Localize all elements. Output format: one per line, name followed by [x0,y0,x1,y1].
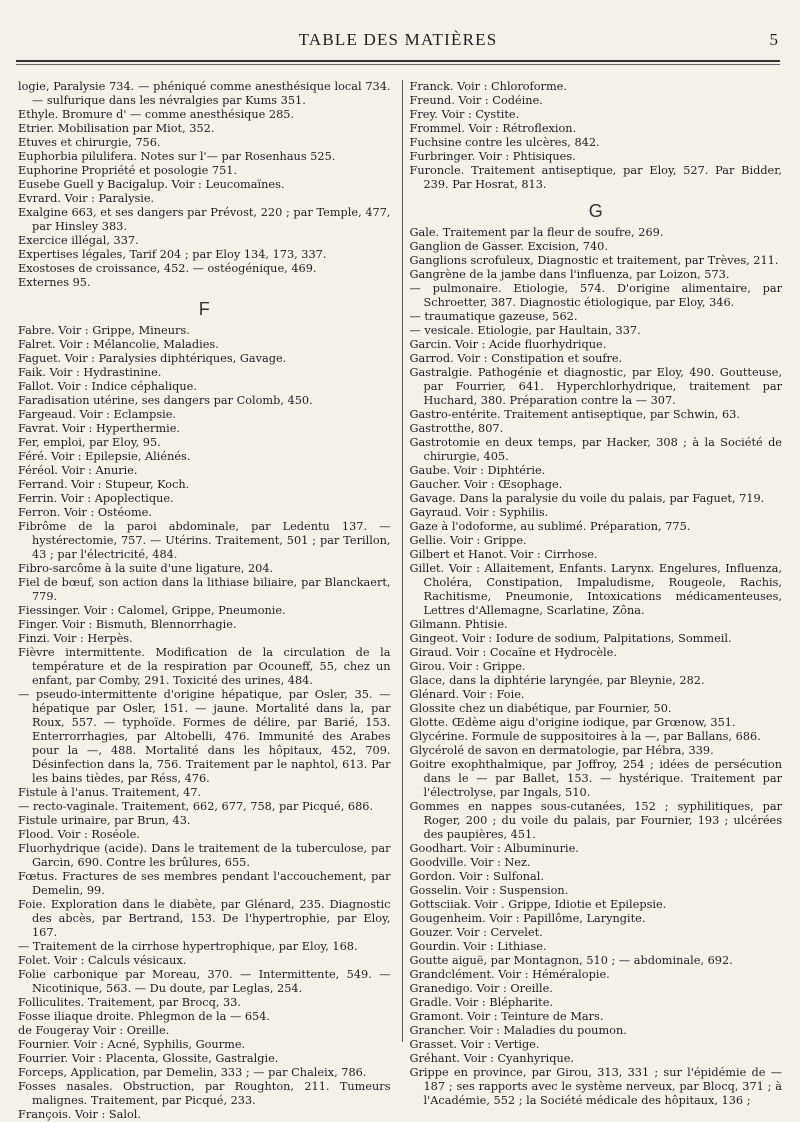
index-entry: Externes 95. [18,276,91,289]
index-entry: Etrier. Mobilisation par Miot, 352. [18,122,215,135]
index-entry: Fallot. Voir : Indice céphalique. [18,380,197,393]
index-entry: Gréhant. Voir : Cyanhyrique. [409,1052,575,1065]
index-entry: Frey. Voir : Cystite. [409,108,520,121]
index-entry: — traumatique gazeuse, 562. [409,310,578,323]
index-entry: Gale. Traitement par la fleur de soufre, 269. [409,226,664,239]
index-entry: Fluorhydrique (acide). Dans le traitement de la tuberculose, par Garcin, 690. Contre les brûlures, 655. [18,842,391,869]
index-entry: Folie carbonique par Moreau, 370. — Intermittente, 549. — Nicotinique, 563. — Du doute, par Leglas, 254. [18,968,391,995]
index-entry: — pseudo-intermittente d'origine hépatique, par Osler, 35. — hépatique par Osler, 151. — jaune. Mortalité dans la, par Roux, 557. — typhoïde. Formes de délire, par Barié, 153. Enterrorrhagies, par Altobelli, 476. Immunité des Arabes pour la —, 488. Mortalité dans les hôpitaux, 452, 709. Désinfection dans la, 756. Traitement par le naphtol, 613. Par les bains tièdes, par Réss, 476. [18,688,391,785]
index-entry: Ferron. Voir : Ostéome. [18,506,152,519]
index-entry: Ethyle. Bromure d' — comme anesthésique 285. [18,108,295,121]
index-entry: Goitre exophthalmique, par Joffroy, 254 ; idées de persécution dans le — par Ballet, 153. — hystérique. Traitement par l'électrolyse, par Ingals, 510. [409,758,782,799]
index-entry: Exercice illégal, 337. [18,234,139,247]
index-entry: Fiessinger. Voir : Calomel, Grippe, Pneumonie. [18,604,286,617]
section-letter: F [198,299,210,319]
index-entry: Gayraud. Voir : Syphilis. [409,506,549,519]
index-entry: Fiel de bœuf, son action dans la lithiase biliaire, par Blanckaert, 779. [18,576,391,603]
index-entry: Furoncle. Traitement antiseptique, par Eloy, 527. Par Bidder, 239. Par Hosrat, 813. [409,164,782,191]
page-number: 5 [769,30,778,49]
index-entry: Faguet. Voir : Paralysies diphtériques, Gavage. [18,352,287,365]
index-entry: Goodhart. Voir : Albuminurie. [409,842,579,855]
index-entry: Ganglion de Gasser. Excision, 740. [409,240,608,253]
running-header [18,26,778,54]
section-letter: G [588,201,603,221]
index-entry: Gavage. Dans la paralysie du voile du palais, par Faguet, 719. [409,492,765,505]
index-entry: Gilbert et Hanot. Voir : Cirrhose. [409,548,598,561]
index-entry: Glace, dans la diphtérie laryngée, par Bleynie, 282. [409,674,705,687]
index-entry: Goodville. Voir : Nez. [409,856,531,869]
index-entry: Foie. Exploration dans le diabète, par Glénard, 235. Diagnostic des abcès, par Bertrand, 153. De l'hypertrophie, par Eloy, 167. [18,898,391,939]
index-entry: Gommes en nappes sous-cutanées, 152 ; syphilitiques, par Roger, 200 ; du voile du palais, par Fournier, 193 ; ulcérées des paupières, 451. [409,800,782,841]
index-entry: Glycérolé de savon en dermatologie, par Hébra, 339. [409,744,714,757]
index-entry: Fosse iliaque droite. Phlegmon de la — 654. [18,1010,270,1023]
index-entry: de Fougeray Voir : Oreille. [18,1024,170,1037]
index-entry: logie, Paralysie 734. — phéniqué comme anesthésique local 734. — sulfurique dans les névralgies par Kums 351. [18,80,391,107]
index-entry: Freund. Voir : Codéine. [409,94,543,107]
index-entry: Gastralgie. Pathogénie et diagnostic, par Eloy, 490. Goutteuse, par Fourrier, 641. Hyperchlorhydrique, traitement par Huchard, 380. Préparation contre la — 307. [409,366,782,407]
index-entry: Grippe en province, par Girou, 313, 331 ; sur l'épidémie de — 187 ; ses rapports avec le système nerveux, par Blocq, 371 ; à l'Académie, 552 ; la Société médicale des hôpitaux, 136 ; [409,1066,782,1107]
index-entry: Franck. Voir : Chloroforme. [409,80,567,93]
index-entry: Etuves et chirurgie, 756. [18,136,161,149]
index-entry: Glénard. Voir : Foie. [409,688,525,701]
index-entry: — recto-vaginale. Traitement, 662, 677, 758, par Picqué, 686. [18,800,374,813]
index-entry: Gaube. Voir : Diphtérie. [409,464,546,477]
index-entry: Folliculites. Traitement, par Brocq, 33. [18,996,241,1009]
header-rule-thin [16,64,780,65]
index-entry: — pulmonaire. Etiologie, 574. D'origine alimentaire, par Schroetter, 387. Diagnostic étiologique, par Eloy, 346. [409,282,782,309]
index-entry: Gradle. Voir : Blépharite. [409,996,553,1009]
index-entry: Fournier. Voir : Acné, Syphilis, Gourme. [18,1038,246,1051]
index-entry: Garcin. Voir : Acide fluorhydrique. [409,338,607,351]
index-entry: Gastro-entérite. Traitement antiseptique, par Schwin, 63. [409,408,740,421]
index-entry: Glycérine. Formule de suppositoires à la —, par Ballans, 686. [409,730,761,743]
index-entry: Fuchsine contre les ulcères, 842. [409,136,600,149]
index-entry: Fistule urinaire, par Brun, 43. [18,814,191,827]
index-entry: Fabre. Voir : Grippe, Mineurs. [18,324,190,337]
index-entry: Garrod. Voir : Constipation et soufre. [409,352,623,365]
index-entry: Evrard. Voir : Paralysie. [18,192,155,205]
index-entry: Faik. Voir : Hydrastinine. [18,366,162,379]
index-entry: Glotte. Œdème aigu d'origine iodique, par Grœnow, 351. [409,716,736,729]
index-columns [18,80,782,1121]
index-entry: Gosselin. Voir : Suspension. [409,884,569,897]
index-entry: Fibrôme de la paroi abdominale, par Ledentu 137. — hystérectomie, 757. — Utérins. Traitement, 501 ; par Terillon, 43 ; par l'électricité, 484. [18,520,391,561]
index-entry: Forceps, Application, par Demelin, 333 ; — par Chaleix, 786. [18,1066,367,1079]
index-entry: Eusebe Guell y Bacigalup. Voir : Leucomaïnes. [18,178,285,191]
index-entry: Fœtus. Fractures de ses membres pendant l'accouchement, par Demelin, 99. [18,870,391,897]
index-entry: Fosses nasales. Obstruction, par Roughton, 211. Tumeurs malignes. Traitement, par Picqué, 233. [18,1080,391,1107]
index-entry: Fer, emploi, par Eloy, 95. [18,436,161,449]
index-entry: Giraud. Voir : Cocaïne et Hydrocèle. [409,646,617,659]
index-entry: Gourdin. Voir : Lithiase. [409,940,547,953]
index-entry: Finzi. Voir : Herpès. [18,632,133,645]
index-entry: Ganglions scrofuleux, Diagnostic et traitement, par Trèves, 211. [409,254,779,267]
index-entry: — vesicale. Etiologie, par Haultain, 337. [409,324,641,337]
index-entry: Gangrène de la jambe dans l'influenza, par Loizon, 573. [409,268,730,281]
index-entry: Fièvre intermittente. Modification de la circulation de la température et de la respiration par Ocouneff, 55, chez un enfant, par Comby, 291. Toxicité des urines, 484. [18,646,391,687]
index-entry: Gottsciiak. Voir . Grippe, Idiotie et Epilepsie. [409,898,667,911]
index-entry: Gougenheim. Voir : Papillôme, Laryngite. [409,912,646,925]
index-entry: Gaucher. Voir : Œsophage. [409,478,563,491]
index-entry: Granedigo. Voir : Oreille. [409,982,553,995]
index-entry: Fourrier. Voir : Placenta, Glossite, Gastralgie. [18,1052,279,1065]
index-entry: Grandclément. Voir : Héméralopie. [409,968,610,981]
index-entry: Féréol. Voir : Anurie. [18,464,138,477]
index-entry: Girou. Voir : Grippe. [409,660,526,673]
index-entry: Gastrotthe, 807. [409,422,504,435]
page-title: TABLE DES MATIÈRES [298,30,498,49]
index-entry: Frommel. Voir : Rétroflexion. [409,122,577,135]
index-entry: François. Voir : Salol. [18,1108,141,1121]
index-entry: Gillet. Voir : Allaitement, Enfants. Larynx. Engelures, Influenza, Choléra, Constipation, Impaludisme, Rougeole, Rachis, Rachitisme, Pneumonie, Intoxications médicamenteuses, Lettres d'Allemagne, Scarlatine, Zôna. [409,562,782,617]
index-entry: Féré. Voir : Epilepsie, Aliénés. [18,450,191,463]
index-entry: Gaze à l'odoforme, au sublimé. Préparation, 775. [409,520,691,533]
left-column [18,80,397,1121]
index-entry: Gilmann. Phtisie. [409,618,508,631]
index-entry: Gingeot. Voir : Iodure de sodium, Palpitations, Sommeil. [409,632,732,645]
index-entry: Exostoses de croissance, 452. — ostéogénique, 469. [18,262,317,275]
index-entry: Falret. Voir : Mélancolie, Maladies. [18,338,219,351]
index-entry: Gouzer. Voir : Cervelet. [409,926,543,939]
index-entry: Grancher. Voir : Maladies du poumon. [409,1024,627,1037]
index-entry: — Traitement de la cirrhose hypertrophique, par Eloy, 168. [18,940,358,953]
index-entry: Finger. Voir : Bismuth, Blennorrhagie. [18,618,237,631]
index-entry: Fibro-sarcôme à la suite d'une ligature, 204. [18,562,274,575]
column-divider [402,80,403,1042]
index-entry: Folet. Voir : Calculs vésicaux. [18,954,187,967]
index-entry: Gordon. Voir : Sulfonal. [409,870,544,883]
right-column [408,80,783,1107]
index-entry: Gastrotomie en deux temps, par Hacker, 308 ; à la Société de chirurgie, 405. [409,436,782,463]
index-entry: Euphorbia pilulifera. Notes sur l'— par Rosenhaus 525. [18,150,336,163]
index-entry: Gramont. Voir : Teinture de Mars. [409,1010,604,1023]
index-entry: Exalgine 663, et ses dangers par Prévost, 220 ; par Temple, 477, par Hinsley 383. [18,206,391,233]
index-entry: Furbringer. Voir : Phtisiques. [409,150,576,163]
header-rule [16,60,780,62]
index-entry: Ferrand. Voir : Stupeur, Koch. [18,478,190,491]
index-entry: Fargeaud. Voir : Eclampsie. [18,408,177,421]
index-entry: Gellie. Voir : Grippe. [409,534,527,547]
index-entry: Ferrin. Voir : Apoplectique. [18,492,174,505]
index-entry: Expertises légales, Tarif 204 ; par Eloy 134, 173, 337. [18,248,327,261]
index-entry: Glossite chez un diabétique, par Fournier, 50. [409,702,672,715]
index-entry: Fistule à l'anus. Traitement, 47. [18,786,202,799]
index-entry: Flood. Voir : Roséole. [18,828,140,841]
index-entry: Faradisation utérine, ses dangers par Colomb, 450. [18,394,313,407]
index-entry: Goutte aiguë, par Montagnon, 510 ; — abdominale, 692. [409,954,733,967]
index-entry: Euphorine Propriété et posologie 751. [18,164,238,177]
index-entry: Grasset. Voir : Vertige. [409,1038,540,1051]
index-entry: Favrat. Voir : Hyperthermie. [18,422,181,435]
